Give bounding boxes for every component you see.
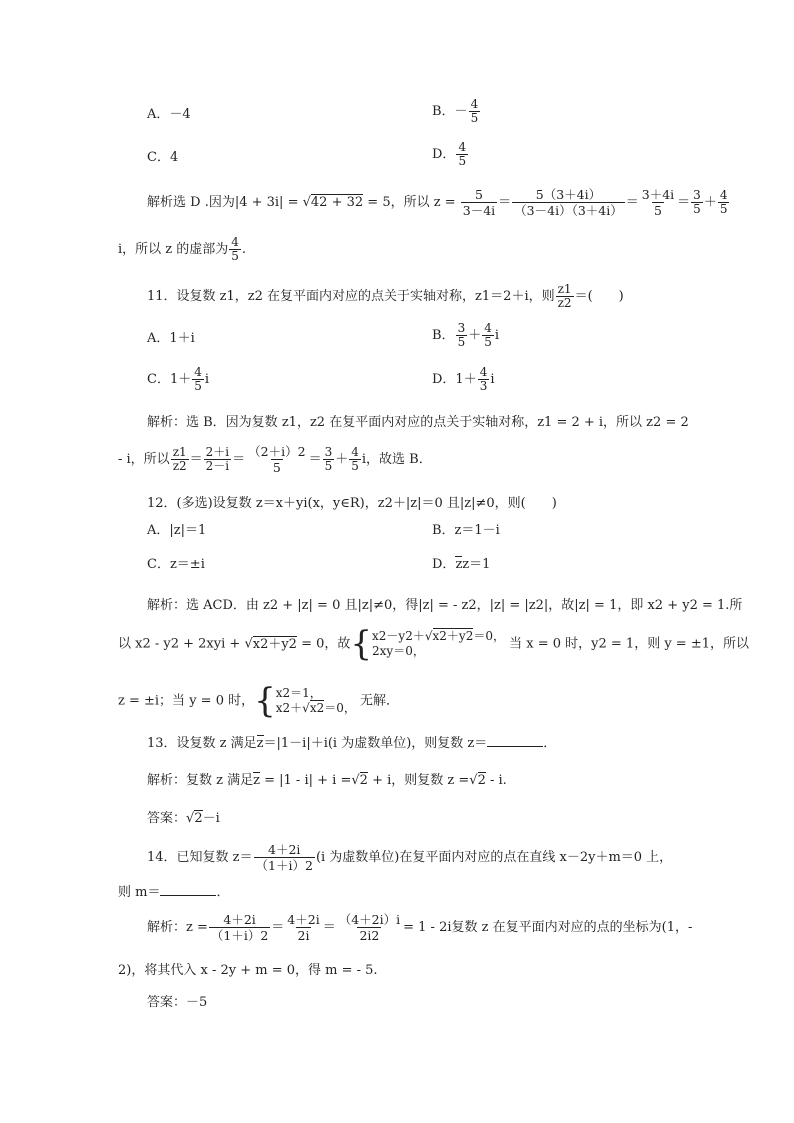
- frac-den: 5: [324, 459, 333, 473]
- text: 当 x = 0 时，y2 = 1，则 y = ±1，所以: [509, 636, 749, 652]
- q14-stem-line2: [118, 883, 229, 901]
- frac: [482, 322, 494, 349]
- text: - i，所以: [118, 452, 170, 467]
- frac-num: 5: [474, 187, 483, 202]
- frac-num: 4: [194, 365, 202, 379]
- text: i: [490, 372, 495, 387]
- frac-num: 4: [479, 365, 488, 379]
- frac: [229, 236, 241, 263]
- frac: [254, 842, 315, 873]
- frac: [478, 366, 490, 393]
- q12-option-c: C．z＝±i: [147, 557, 205, 572]
- frac-num: 4: [719, 188, 728, 202]
- q10-solution-line1: 解析选 D .因为|4 + 3i| = √42 + 32 = 5，所以 z = $\frac{5}{3-4i}$ ＝ $\frac{5(3+4i)}{(3-4i)(3+4i)}$ ＝ $\frac{3+4i}{5}$ ＝ $\frac{3}{5}$ ＋ $\frac{4}{5}$: [147, 187, 728, 218]
- text: i，所以 z 的虚部为: [118, 242, 229, 257]
- text: z＝1: [462, 557, 491, 572]
- q12-option-d: [432, 557, 490, 573]
- sqrt-content: x2＋y2: [432, 629, 474, 643]
- q14-stem: [147, 842, 672, 873]
- q13-answer: 答案：√2－i: [147, 811, 220, 826]
- system-row: 2xy＝0，: [372, 644, 425, 658]
- text: - i.: [489, 773, 507, 788]
- frac-den: 3－4i: [462, 203, 496, 218]
- conjugate-z: z: [455, 557, 463, 572]
- q11-option-c: [147, 366, 209, 393]
- frac-num: 4: [458, 140, 467, 154]
- frac-den: 2i2: [359, 928, 380, 943]
- text: z = ±i；当 y = 0 时，: [118, 693, 255, 709]
- frac-num: 4: [484, 321, 492, 335]
- q13-solution: 解析：复数 z 满足z = |1 - i| + i =√2 + i，则复数 z =√2 - i.: [147, 773, 507, 788]
- text: i，故选 B．: [361, 452, 432, 467]
- q11-option-d: [432, 366, 495, 393]
- left-brace: {: [254, 681, 276, 721]
- text: 答案：: [147, 811, 187, 826]
- frac-den: 5: [351, 459, 359, 473]
- text: i: [494, 328, 500, 343]
- frac-den: 5: [194, 379, 202, 393]
- q12-solution-line1: 解析：选 ACD．由 z2 + |z| = 0 且|z|≠0，得|z| = - z2，|z| = |z2|，故|z| = 1，即 x2 + y2 = 1.所: [147, 598, 743, 613]
- text: = |1 - i| + i =: [264, 773, 352, 788]
- q12-stem: 12．(多选)设复数 z＝x＋yi(x，y∈R)，z2＋|z|＝0 且|z|≠0，则( ): [147, 496, 557, 511]
- q14-solution-line1: 解析：z = $\frac{4+2i}{(1+i)2}$ ＝ $\frac{4+2i}{2i}$ ＝ $\frac{(4+2i)i}{2i2}$ = 1 - 2i复数 z 在复平面内对应的点的坐标为(1，-: [147, 912, 693, 943]
- frac-num: 4: [470, 97, 479, 111]
- frac-num: 4＋2i: [268, 842, 301, 857]
- frac-den: 5: [272, 460, 281, 475]
- q14-solution-line2: 2)，将其代入 x - 2y + m = 0，得 m = - 5.: [118, 963, 378, 978]
- text: D．: [432, 557, 456, 572]
- text: 解析：z =: [147, 920, 208, 935]
- sqrt-content: x2＋y2: [252, 636, 297, 652]
- text: ＝|1－i|＋i(i 为虚数单位)，则复数 z＝: [263, 736, 488, 751]
- frac: [349, 446, 361, 473]
- q14-answer: 答案：－5: [147, 995, 208, 1010]
- answer-blank: [160, 883, 216, 896]
- text: 11．设复数 z1，z2 在复平面内对应的点关于实轴对称，z1＝2＋i，则: [147, 289, 555, 304]
- frac-num: 2＋i: [205, 445, 230, 459]
- text: ＝( ): [574, 289, 624, 304]
- frac-num: z1: [172, 445, 187, 459]
- text: 解析选 D .因为|4 + 3i| =: [147, 195, 299, 210]
- q10-option-d: [432, 141, 469, 168]
- q10-option-a: A．－4: [147, 107, 191, 122]
- frac: [192, 366, 204, 393]
- text: 以 x2 - y2 + 2xyi +: [118, 636, 241, 652]
- q10-option-d-frac: [456, 141, 468, 168]
- text: －i: [202, 811, 220, 826]
- q12-solution-line3: [118, 681, 400, 721]
- text: i: [204, 372, 210, 387]
- frac-den: z2: [172, 459, 187, 473]
- frac-num: 4: [351, 445, 359, 459]
- frac: [461, 187, 497, 218]
- text: ．: [216, 885, 230, 900]
- frac: [556, 283, 574, 310]
- frac-num: （4＋2i）i: [338, 912, 401, 927]
- frac-den: z2: [557, 296, 572, 310]
- answer-blank: [487, 734, 543, 747]
- q11-stem: [147, 283, 624, 310]
- text: = 1 - 2i复数 z 在复平面内对应的点的坐标为(1，-: [403, 920, 693, 935]
- frac-num: 4＋2i: [223, 912, 256, 927]
- system-row: x2＋√x2＝0，: [275, 701, 356, 715]
- conjugate-z: z: [256, 736, 264, 751]
- frac-num: 4: [231, 235, 239, 249]
- q10-option-b: [432, 98, 481, 125]
- frac: [171, 446, 189, 473]
- q12-option-b: B．z＝1－i: [432, 523, 500, 538]
- text: 无解．: [360, 693, 400, 709]
- conjugate-z: z: [253, 773, 260, 788]
- frac-num: 4＋2i: [287, 912, 320, 927]
- text: C．1＋: [147, 372, 192, 387]
- sqrt-content: 2: [194, 811, 203, 826]
- text: D．1＋: [432, 372, 477, 387]
- text: B．: [432, 328, 455, 343]
- q11-option-a: A．1＋i: [147, 331, 195, 346]
- frac-den: 5: [719, 202, 728, 216]
- q10-solution-line2: [118, 236, 246, 263]
- frac-den: 5: [653, 203, 662, 218]
- text: x2－y2＋: [372, 629, 425, 643]
- equation-system: [276, 686, 356, 716]
- text: ＋: [468, 328, 482, 343]
- q10-option-b-frac: [469, 98, 481, 125]
- sqrt-content: 42 + 32: [310, 195, 364, 210]
- q11-solution-line2: - i，所以 $\frac{z1}{z2}$ ＝ $\frac{2+i}{2-i}$ ＝ $\frac{(2+i)2}{5}$ ＝ $\frac{3}{5}$ ＋ $\frac{4}{5}$ i，故选 B．: [118, 444, 432, 475]
- text: 则 m＝: [118, 885, 161, 900]
- text: .: [241, 242, 247, 257]
- frac-num: 3: [457, 321, 466, 335]
- q13-stem: [147, 734, 556, 752]
- q10-option-b-prefix: B．－: [432, 104, 468, 119]
- text: + i，则复数 z =: [372, 773, 470, 788]
- frac-den: 3: [479, 379, 488, 393]
- q11-option-b: [432, 322, 499, 349]
- frac-den: 5: [458, 154, 467, 168]
- sqrt-sign: √: [244, 636, 253, 652]
- text: = 5，所以 z =: [367, 195, 456, 210]
- system-row: x2－y2＋√x2＋y2＝0，: [372, 629, 505, 643]
- frac-den: 2i: [297, 928, 310, 943]
- q11-solution-line1: 解析：选 B．因为复数 z1，z2 在复平面内对应的点关于实轴对称，z1 = 2 + i，所以 z2 = 2: [147, 415, 689, 430]
- frac-den: 5: [457, 335, 466, 349]
- system-row: x2＝1，: [275, 686, 322, 700]
- q10-option-d-prefix: D．: [432, 147, 456, 162]
- sqrt-content: 2: [477, 773, 486, 788]
- text: 解析：复数 z 满足: [147, 773, 254, 788]
- frac: [640, 187, 676, 218]
- text: ＝0，: [473, 629, 505, 643]
- text: (i 为虚数单位)在复平面内对应的点在直线 x－2y＋m＝0 上，: [315, 850, 673, 865]
- frac: [209, 912, 270, 943]
- frac-den: 5: [231, 249, 239, 263]
- frac: [512, 187, 625, 218]
- text: 13．设复数 z 满足: [147, 736, 257, 751]
- text: ．: [543, 736, 557, 751]
- frac: [337, 912, 402, 943]
- sqrt-content: x2: [309, 701, 325, 715]
- frac: [285, 912, 321, 943]
- frac-num: 3: [324, 445, 333, 459]
- text: x2＋: [275, 701, 303, 715]
- frac: [456, 322, 468, 349]
- frac: [323, 446, 335, 473]
- frac-num: z1: [557, 282, 572, 296]
- frac-num: 3: [693, 188, 701, 202]
- frac: [691, 189, 703, 216]
- frac-den: （3－4i）（3＋4i）: [514, 203, 623, 218]
- frac-num: （2＋i）2: [248, 444, 306, 459]
- frac: [204, 446, 231, 473]
- text: 14．已知复数 z＝: [147, 850, 253, 865]
- frac: [718, 189, 730, 216]
- frac: [246, 444, 307, 475]
- text: ＝0，: [324, 701, 356, 715]
- equation-system: [372, 629, 505, 659]
- left-brace: {: [350, 624, 373, 664]
- q10-option-c: C．4: [147, 150, 179, 165]
- text: = 0，故: [301, 636, 351, 652]
- q12-option-a: A．|z|＝1: [147, 523, 207, 538]
- frac-den: 5: [484, 335, 492, 349]
- frac-num: 3＋4i: [641, 187, 675, 202]
- frac-den: （1＋i）2: [255, 858, 313, 873]
- frac-num: 5（3＋4i）: [535, 187, 602, 202]
- frac-den: 5: [470, 111, 479, 125]
- frac-den: 5: [693, 202, 701, 216]
- q12-solution-line2: [118, 624, 749, 664]
- frac-den: 2－i: [205, 459, 230, 473]
- frac-den: （1＋i）2: [210, 928, 269, 943]
- sqrt-content: 2: [359, 773, 368, 788]
- sqrt-sign: √: [302, 195, 311, 210]
